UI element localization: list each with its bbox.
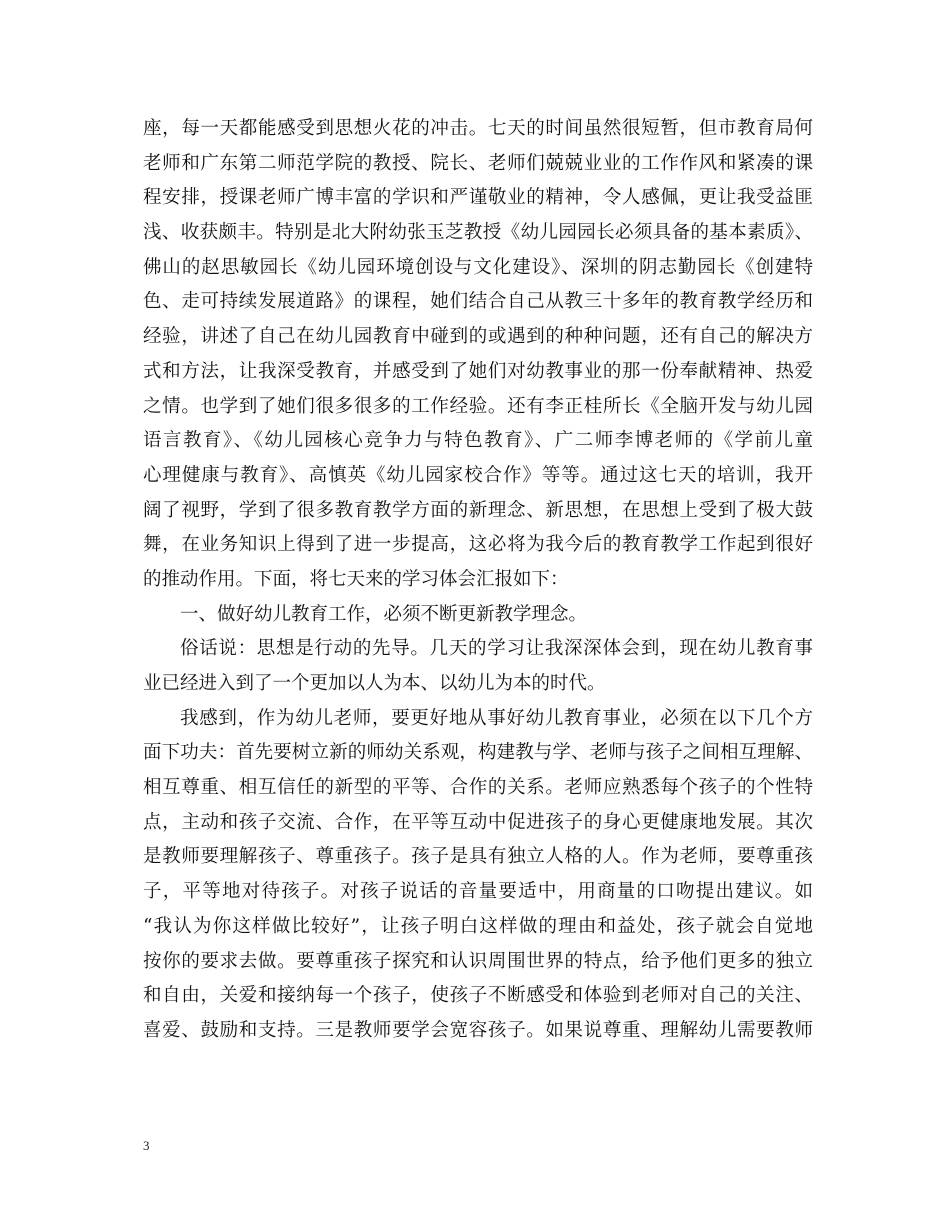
section-heading: 一、做好幼儿教育工作，必须不断更新教学理念。: [180, 603, 588, 625]
text-line: 色、走可持续发展道路》的课程，她们结合自己从教三十多年的教育教学经历和: [143, 291, 813, 313]
text-line: 喜爱、鼓励和支持。三是教师要学会宽容孩子。如果说尊重、理解幼儿需要教师: [143, 1019, 813, 1041]
text-line: 是教师要理解孩子、尊重孩子。孩子是具有独立人格的人。作为老师，要尊重孩: [143, 846, 813, 868]
text-line: 子，平等地对待孩子。对孩子说话的音量要适中，用商量的口吻提出建议。如: [143, 881, 813, 903]
text-line: 经验，讲述了自己在幼儿园教育中碰到的或遇到的种种问题，还有自己的解决方: [143, 326, 813, 348]
text-line: 按你的要求去做。要尊重孩子探究和认识周围世界的特点，给予他们更多的独立: [143, 950, 813, 972]
text-line: 佛山的赵思敏园长《幼儿园环境创设与文化建设》、深圳的阴志勤园长《创建特: [143, 256, 813, 278]
text-line: 座，每一天都能感受到思想火花的冲击。七天的时间虽然很短暂，但市教育局何: [143, 118, 813, 139]
text-line: 阔了视野，学到了很多教育教学方面的新理念、新思想，在思想上受到了极大鼓: [143, 499, 813, 521]
text-line: 程安排，授课老师广博丰富的学识和严谨敬业的精神，令人感佩，更让我受益匪: [143, 187, 813, 209]
text-line: “我认为你这样做比较好”，让孩子明白这样做的理由和益处，孩子就会自觉地: [143, 915, 813, 937]
text-line: 式和方法，让我深受教育，并感受到了她们对幼教事业的那一份奉献精神、热爱: [143, 360, 813, 382]
text-line: 业已经进入到了一个更加以人为本、以幼儿为本的时代。: [143, 673, 606, 694]
text-line: 老师和广东第二师范学院的教授、院长、老师们兢兢业业的工作作风和紧凑的课: [143, 152, 813, 174]
text-line: 我感到，作为幼儿老师，要更好地从事好幼儿教育事业，必须在以下几个方: [180, 707, 813, 729]
text-line: 舞，在业务知识上得到了进一步提高，这必将为我今后的教育教学工作起到很好: [143, 534, 813, 556]
body-text: [143, 112, 813, 1049]
text-line: 之情。也学到了她们很多很多的工作经验。还有李正桂所长《全脑开发与幼儿园: [143, 395, 813, 417]
text-line: 心理健康与教育》、高慎英《幼儿园家校合作》等等。通过这七天的培训，我开: [143, 464, 813, 486]
text-line: 点，主动和孩子交流、合作，在平等互动中促进孩子的身心更健康地发展。其次: [143, 811, 813, 833]
text-line: 和自由，关爱和接纳每一个孩子，使孩子不断感受和体验到老师对自己的关注、: [143, 985, 813, 1007]
text-line: 面下功夫：首先要树立新的师幼关系观，构建教与学、老师与孩子之间相互理解、: [143, 742, 813, 764]
text-line: 语言教育》、《幼儿园核心竞争力与特色教育》、广二师李博老师的《学前儿童: [143, 430, 813, 452]
text-line: 俗话说：思想是行动的先导。几天的学习让我深深体会到，现在幼儿教育事: [180, 638, 813, 660]
page-number: 3: [143, 1138, 150, 1153]
text-line: 相互尊重、相互信任的新型的平等、合作的关系。老师应熟悉每个孩子的个性特: [143, 777, 813, 799]
text-line: 的推动作用。下面，将七天来的学习体会汇报如下：: [143, 568, 569, 590]
text-line: 浅、收获颇丰。特别是北大附幼张玉芝教授《幼儿园园长必须具备的基本素质》、: [143, 222, 813, 244]
